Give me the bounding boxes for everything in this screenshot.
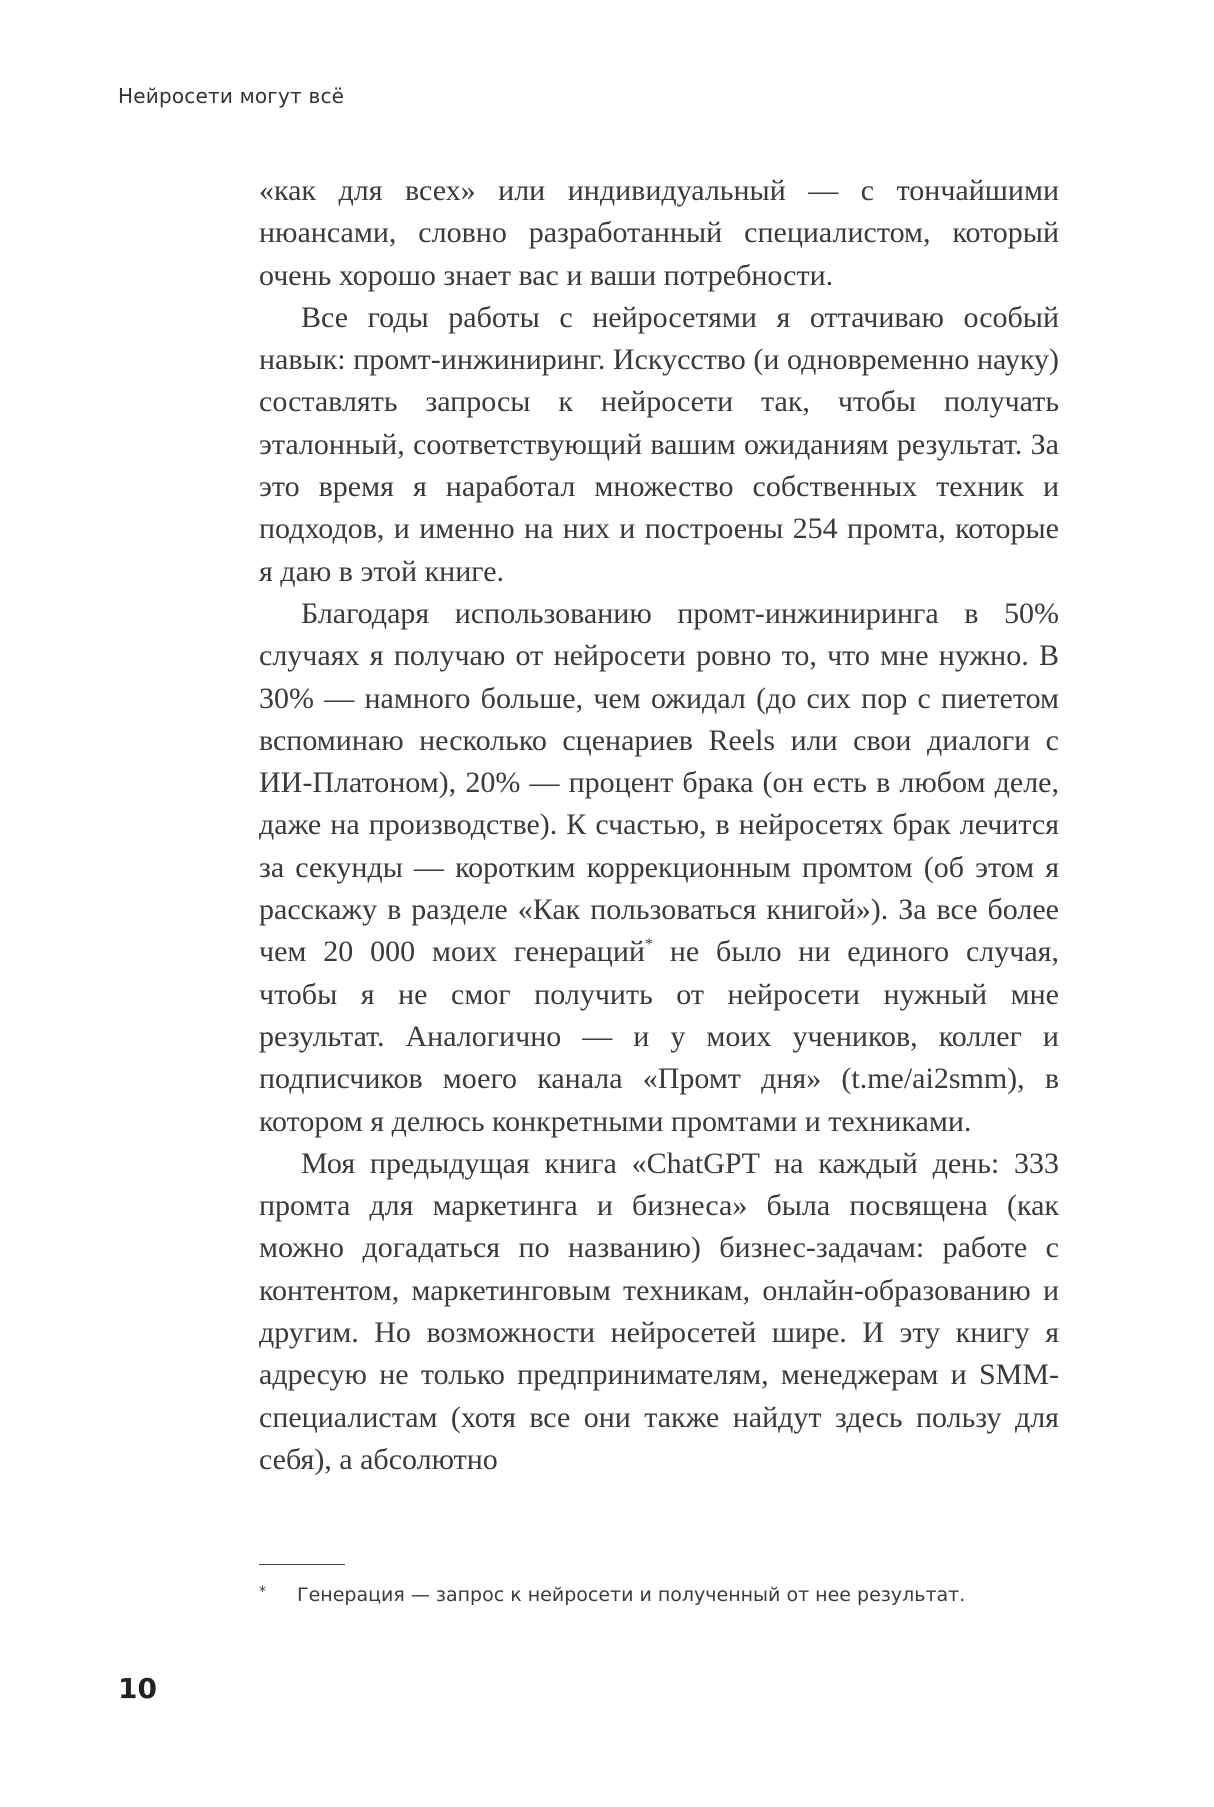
paragraph-4: Моя предыдущая книга «ChatGPT на каждый день: 333 промта для маркетинга и бизнеса» была посвящена (как можно догадаться по названию) бизнес-задачам: работе с контентом, маркетинговым техникам, онлайн-образованию и другим. Но возможности нейросетей шире. И эту книгу я адресую не только предпринимателям, менеджерам и SMM-специалистам (хотя все они также найдут здесь пользу для себя), а абсолютно — [259, 1146, 1059, 1476]
page-number: 10 — [118, 1672, 157, 1705]
paragraph-1: «как для всех» или индивидуальный — с тончайшими нюансами, словно разработанный специалистом, который очень хорошо знает вас и ваши потребности. — [259, 174, 1059, 292]
paragraph-2: Все годы работы с нейросетями я оттачиваю особый навык: промт-инжиниринг. Искусство (и одновременно науку) составлять запросы к нейросети так, чтобы получать эталонный, соответствующий вашим ожиданиям результат. За это время я наработал множество собственных техник и подходов, и именно на них и построены 254 промта, которые я даю в этой книге. — [259, 300, 1059, 588]
footnote-reference-mark: * — [644, 936, 653, 954]
paragraph-3-before-mark: Благодаря использованию промт-инжиниринга в 50% случаях я получаю от нейросети ровно то, что мне нужно. В 30% — намного больше, чем ожидал (до сих пор с пиететом вспоминаю несколько сценариев Reels или свои диалоги с ИИ-Платоном), 20% — процент брака (он есть в любом деле, даже на производстве). К счастью, в нейросетях брак лечится за секунды — коротким коррекционным промтом (об этом я расскажу в разделе «Как пользоваться книгой»). За все более чем 20 000 моих генераций — [259, 596, 1059, 969]
footnote-mark: * — [259, 1584, 266, 1600]
body-text — [259, 170, 1059, 1481]
footnote — [259, 1578, 1059, 1609]
running-head: Нейросети могут всё — [118, 84, 345, 108]
footnote-divider — [259, 1564, 345, 1565]
footnote-text: Генерация — запрос к нейросети и полученный от нее результат. — [297, 1584, 966, 1606]
paragraph-3-after-mark: не было ни единого случая, чтобы я не смог получить от нейросети нужный мне результат. Аналогично — и у моих учеников, коллег и подписчиков моего канала «Промт дня» (t.me/ai2smm), в котором я делюсь конкретными промтами и техниками. — [259, 935, 1059, 1138]
paragraph-3 — [259, 593, 1059, 1143]
